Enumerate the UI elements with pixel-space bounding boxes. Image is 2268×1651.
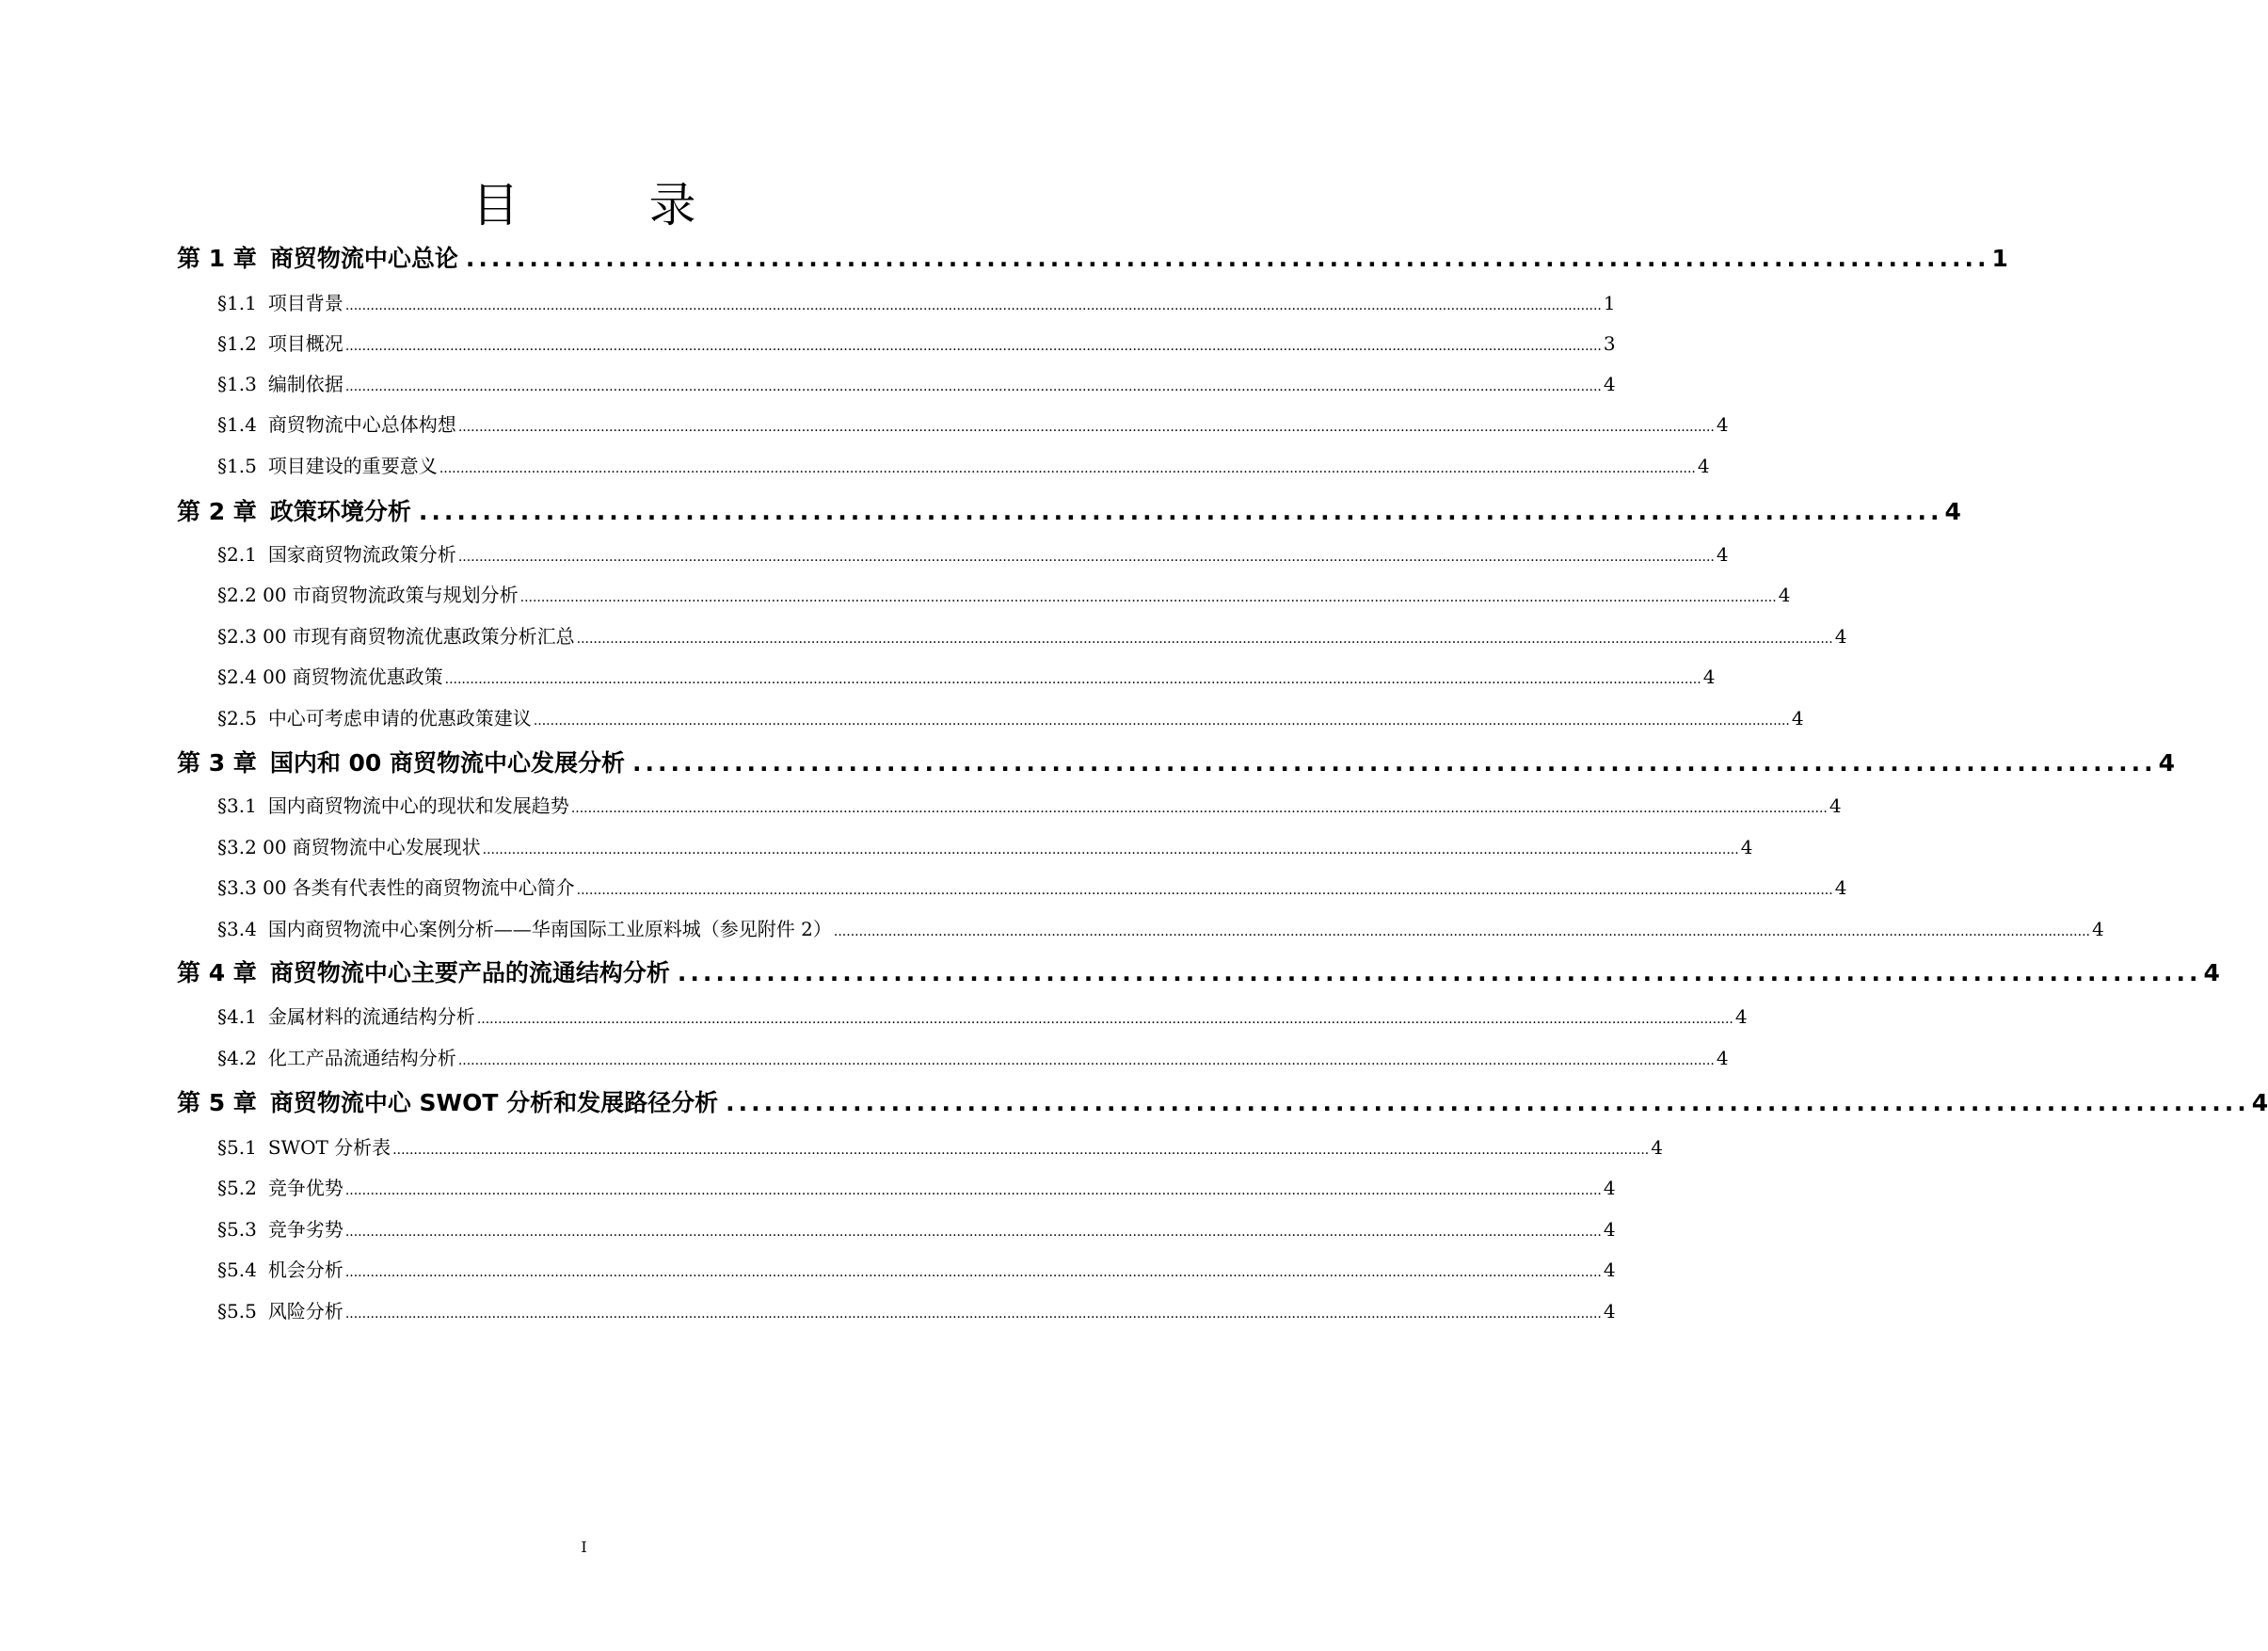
toc-entry-title: 商贸物流优惠政策 bbox=[292, 665, 443, 688]
toc-page-number: 4 bbox=[2091, 918, 2104, 940]
dot-leader: ............................................................................................................................................................................................................................................................................................................ bbox=[482, 842, 1739, 858]
toc-page-number: 4 bbox=[2158, 749, 2176, 777]
dot-leader: ............................................................................................................................................................................................................................................................................................................ bbox=[476, 1012, 1733, 1027]
toc-entry-number: §2.1 bbox=[217, 543, 257, 566]
toc-section-entry[interactable] bbox=[217, 874, 1847, 904]
toc-entry-number: §5.2 bbox=[217, 1177, 257, 1199]
toc-entry-title: 化工产品流通结构分析 bbox=[267, 1047, 456, 1069]
dot-leader: ............................................................................................................................................................................................................................................................................................................ bbox=[833, 924, 2090, 939]
toc-page-number: 3 bbox=[1603, 332, 1616, 355]
dot-leader: ............................................................................................................................................................................................................................................................................................................ bbox=[457, 1053, 1715, 1068]
toc-entry-label bbox=[217, 1175, 343, 1201]
dot-leader: ........................................................................................................................ bbox=[632, 749, 2157, 777]
toc-page-number: 4 bbox=[1834, 876, 1847, 899]
toc-entry-label bbox=[217, 330, 343, 357]
toc-entry-label bbox=[177, 747, 625, 779]
toc-entry-title: 国家商贸物流政策分析 bbox=[267, 543, 456, 566]
toc-entry-title: 政策环境分析 bbox=[269, 498, 411, 525]
toc-entry-label bbox=[217, 623, 575, 649]
toc-entry-number: 第 1 章 bbox=[177, 245, 257, 272]
toc-section-entry[interactable] bbox=[217, 1134, 1663, 1163]
toc-section-entry[interactable] bbox=[217, 1257, 1616, 1286]
toc-entry-label bbox=[177, 1087, 718, 1119]
toc-entry-label bbox=[177, 243, 458, 275]
toc-entry-number: §3.1 bbox=[217, 794, 257, 817]
dot-leader: ............................................................................................................................................................................................................................................................................................................ bbox=[344, 1183, 1602, 1198]
toc-page-number: 4 bbox=[1791, 707, 1804, 729]
toc-entry-label bbox=[217, 874, 575, 901]
toc-entry-number: §1.3 bbox=[217, 373, 257, 395]
dot-leader: ............................................................................................................................................................................................................................................................................................................ bbox=[344, 1306, 1602, 1322]
toc-section-entry[interactable] bbox=[217, 541, 1729, 570]
toc-page-number: 4 bbox=[1702, 665, 1716, 688]
toc-page-number: 1 bbox=[1991, 245, 2008, 272]
toc-page-number: 4 bbox=[1834, 625, 1847, 648]
toc-page-number: 4 bbox=[1603, 1177, 1616, 1199]
toc-entry-number: 第 4 章 bbox=[177, 959, 257, 986]
toc-page-number: 4 bbox=[1778, 584, 1791, 606]
toc-entry-label bbox=[217, 1003, 475, 1030]
dot-leader: ............................................................................................................................................................................................................................................................................................................ bbox=[457, 420, 1715, 435]
toc-entry-number: 第 2 章 bbox=[177, 498, 257, 525]
toc-chapter-entry[interactable] bbox=[177, 957, 2220, 989]
toc-page-number: 4 bbox=[1603, 1218, 1616, 1241]
toc-section-entry[interactable] bbox=[217, 330, 1616, 360]
toc-entry-title: 国内和 00 商贸物流中心发展分析 bbox=[269, 749, 626, 777]
toc-entry-label bbox=[217, 834, 481, 860]
page-title: 目 录 bbox=[471, 178, 738, 232]
toc-entry-title: 市现有商贸物流优惠政策分析汇总 bbox=[292, 625, 575, 648]
toc-entry-title: 机会分析 bbox=[267, 1258, 343, 1281]
dot-leader: ........................................................................................................................ bbox=[418, 498, 1943, 525]
toc-page-number: 4 bbox=[1734, 1005, 1748, 1028]
toc-page-number: 4 bbox=[1716, 1047, 1729, 1069]
toc-entry-number: §5.1 bbox=[217, 1136, 257, 1159]
toc-entry-label bbox=[217, 1045, 456, 1071]
toc-entry-number: §2.5 bbox=[217, 707, 257, 729]
toc-entry-number: §5.3 bbox=[217, 1218, 257, 1241]
toc-entry-label bbox=[217, 453, 438, 479]
toc-section-entry[interactable] bbox=[217, 290, 1616, 319]
dot-leader: ............................................................................................................................................................................................................................................................................................................ bbox=[344, 298, 1602, 313]
toc-entry-title: 商贸物流中心总论 bbox=[269, 245, 458, 272]
toc-entry-title: 竞争优势 bbox=[267, 1177, 343, 1199]
toc-entry-label bbox=[217, 541, 456, 568]
toc-chapter-entry[interactable] bbox=[177, 243, 2008, 275]
toc-section-entry[interactable] bbox=[217, 1175, 1616, 1204]
toc-entry-label bbox=[217, 411, 456, 438]
toc-entry-label bbox=[217, 705, 532, 731]
toc-entry-title: 国内商贸物流中心案例分析——华南国际工业原料城（参见附件 2） bbox=[267, 918, 832, 940]
toc-entry-title: 商贸物流中心主要产品的流通结构分析 bbox=[269, 959, 670, 986]
toc-section-entry[interactable] bbox=[217, 1216, 1616, 1245]
toc-chapter-entry[interactable] bbox=[177, 747, 2176, 779]
toc-entry-number: §1.2 bbox=[217, 332, 257, 355]
dot-leader: ............................................................................................................................................................................................................................................................................................................ bbox=[344, 339, 1602, 354]
toc-entry-title: 项目概况 bbox=[267, 332, 343, 355]
toc-entry-title: 金属材料的流通结构分析 bbox=[267, 1005, 475, 1028]
dot-leader: ............................................................................................................................................................................................................................................................................................................ bbox=[439, 461, 1696, 476]
toc-section-entry[interactable] bbox=[217, 664, 1716, 693]
toc-entry-number: §5.5 bbox=[217, 1300, 257, 1322]
toc-entry-label bbox=[217, 916, 832, 942]
toc-entry-title: 商贸物流中心发展现状 bbox=[292, 836, 481, 858]
toc-entry-title: 各类有代表性的商贸物流中心简介 bbox=[292, 876, 575, 899]
toc-entry-label bbox=[217, 1216, 343, 1242]
dot-leader: ............................................................................................................................................................................................................................................................................................................ bbox=[392, 1143, 1650, 1158]
toc-page-number: 4 bbox=[1829, 794, 1842, 817]
dot-leader: ........................................................................................................................ bbox=[726, 1089, 2250, 1116]
toc-entry-number: §2.2 00 bbox=[217, 584, 287, 606]
toc-section-entry[interactable] bbox=[217, 834, 1753, 863]
toc-entry-title: 国内商贸物流中心的现状和发展趋势 bbox=[267, 794, 569, 817]
toc-entry-title: SWOT 分析表 bbox=[267, 1136, 391, 1159]
toc-chapter-entry[interactable] bbox=[177, 496, 1961, 528]
toc-section-entry[interactable] bbox=[217, 1003, 1748, 1033]
toc-entry-label bbox=[217, 1134, 391, 1161]
toc-entry-number: 第 3 章 bbox=[177, 749, 257, 777]
toc-entry-number: §4.1 bbox=[217, 1005, 257, 1028]
toc-entry-label bbox=[217, 1298, 343, 1324]
toc-section-entry[interactable] bbox=[217, 453, 1710, 482]
toc-entry-number: §3.2 00 bbox=[217, 836, 287, 858]
toc-entry-title: 项目建设的重要意义 bbox=[267, 455, 438, 477]
toc-section-entry[interactable] bbox=[217, 1045, 1729, 1074]
dot-leader: ............................................................................................................................................................................................................................................................................................................ bbox=[444, 672, 1701, 687]
toc-entry-title: 项目背景 bbox=[267, 292, 343, 314]
toc-page-number: 4 bbox=[2251, 1089, 2268, 1116]
toc-page-number: 4 bbox=[1716, 543, 1729, 566]
toc-entry-number: 第 5 章 bbox=[177, 1089, 257, 1116]
toc-entry-number: §2.3 00 bbox=[217, 625, 287, 648]
dot-leader: ............................................................................................................................................................................................................................................................................................................ bbox=[576, 883, 1833, 898]
toc-entry-number: §4.2 bbox=[217, 1047, 257, 1069]
page-number-footer: I bbox=[581, 1538, 587, 1556]
toc-entry-title: 商贸物流中心 SWOT 分析和发展路径分析 bbox=[269, 1089, 719, 1116]
toc-entry-number: §1.1 bbox=[217, 292, 257, 314]
toc-section-entry[interactable] bbox=[217, 705, 1804, 734]
toc-entry-number: §3.4 bbox=[217, 918, 257, 940]
toc-page-number: 4 bbox=[1716, 413, 1729, 436]
toc-entry-title: 中心可考虑申请的优惠政策建议 bbox=[267, 707, 532, 729]
toc-page-number: 4 bbox=[2203, 959, 2220, 986]
toc-entry-number: §5.4 bbox=[217, 1258, 257, 1281]
toc-page-number: 4 bbox=[1651, 1136, 1663, 1159]
dot-leader: ............................................................................................................................................................................................................................................................................................................ bbox=[576, 632, 1833, 647]
dot-leader: ............................................................................................................................................................................................................................................................................................................ bbox=[457, 550, 1715, 565]
toc-entry-label bbox=[217, 1257, 343, 1283]
toc-entry-number: §2.4 00 bbox=[217, 665, 287, 688]
dot-leader: ............................................................................................................................................................................................................................................................................................................ bbox=[519, 590, 1777, 605]
toc-entry-number: §1.4 bbox=[217, 413, 257, 436]
toc-entry-number: §1.5 bbox=[217, 455, 257, 477]
toc-entry-title: 竞争劣势 bbox=[267, 1218, 343, 1241]
toc-entry-label bbox=[217, 290, 343, 316]
toc-entry-title: 商贸物流中心总体构想 bbox=[267, 413, 456, 436]
toc-entry-label bbox=[217, 793, 569, 819]
toc-entry-title: 风险分析 bbox=[267, 1300, 343, 1322]
toc-section-entry[interactable] bbox=[217, 371, 1616, 400]
dot-leader: ............................................................................................................................................................................................................................................................................................................ bbox=[344, 1225, 1602, 1240]
toc-entry-label bbox=[217, 664, 443, 690]
dot-leader: ........................................................................................................................ bbox=[465, 245, 1990, 272]
dot-leader: ............................................................................................................................................................................................................................................................................................................ bbox=[344, 1265, 1602, 1280]
toc-page-number: 4 bbox=[1603, 373, 1616, 395]
toc-entry-title: 市商贸物流政策与规划分析 bbox=[292, 584, 519, 606]
toc-section-entry[interactable] bbox=[217, 793, 1842, 822]
toc-page-number: 4 bbox=[1603, 1300, 1616, 1322]
toc-entry-label bbox=[177, 957, 670, 989]
toc-page-number: 4 bbox=[1740, 836, 1753, 858]
dot-leader: ........................................................................................................................ bbox=[677, 959, 2202, 986]
toc-chapter-entry[interactable] bbox=[177, 1087, 2268, 1119]
toc-section-entry[interactable] bbox=[217, 623, 1847, 652]
toc-entry-title: 编制依据 bbox=[267, 373, 343, 395]
toc-section-entry[interactable] bbox=[217, 916, 2104, 945]
toc-page-number: 4 bbox=[1603, 1258, 1616, 1281]
toc-page-number: 1 bbox=[1603, 292, 1616, 314]
dot-leader: ............................................................................................................................................................................................................................................................................................................ bbox=[533, 713, 1790, 729]
toc-entry-number: §3.3 00 bbox=[217, 876, 287, 899]
toc-section-entry[interactable] bbox=[217, 411, 1729, 441]
toc-entry-label bbox=[177, 496, 411, 528]
toc-entry-label bbox=[217, 582, 519, 608]
toc-section-entry[interactable] bbox=[217, 1298, 1616, 1327]
dot-leader: ............................................................................................................................................................................................................................................................................................................ bbox=[570, 801, 1828, 816]
toc-entry-label bbox=[217, 371, 343, 397]
toc-page-number: 4 bbox=[1697, 455, 1710, 477]
toc-page-number: 4 bbox=[1944, 498, 1961, 525]
toc-section-entry[interactable] bbox=[217, 582, 1791, 611]
dot-leader: ............................................................................................................................................................................................................................................................................................................ bbox=[344, 379, 1602, 394]
